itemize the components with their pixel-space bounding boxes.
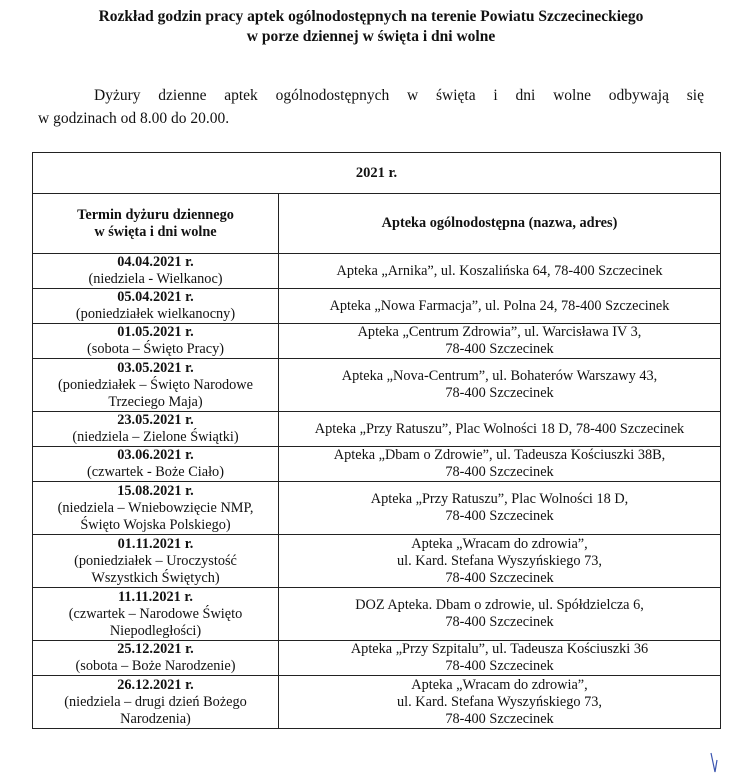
- pharmacy-address-line: Apteka „Przy Ratuszu”, Plac Wolności 18 D, 78-400 Szczecinek: [314, 420, 685, 437]
- duty-date-cell: [33, 289, 279, 324]
- table-row: [33, 535, 721, 588]
- pharmacy-cell: [279, 641, 721, 676]
- duty-date: 25.12.2021 r.: [117, 641, 194, 657]
- duty-date-cell: [33, 676, 279, 729]
- pharmacy-address-line: Apteka „Arnika”, ul. Koszalińska 64, 78-400 Szczecinek: [336, 262, 663, 279]
- table-row: [33, 324, 721, 359]
- duty-date: 15.08.2021 r.: [117, 482, 194, 499]
- table-row: [33, 588, 721, 641]
- duty-schedule-table: [32, 152, 721, 729]
- pharmacy-cell: [279, 535, 721, 588]
- pharmacy-address-line: Apteka „Centrum Zdrowia”, ul. Warcisława IV 3,: [357, 324, 642, 340]
- duty-date-cell: [33, 324, 279, 359]
- holiday-name: (poniedziałek – Uroczystość: [74, 552, 237, 569]
- holiday-name: (poniedziałek wielkanocny): [75, 306, 236, 322]
- title-line-1: Rozkład godzin pracy aptek ogólnodostępnych na terenie Powiatu Szczecineckiego: [98, 8, 644, 25]
- pharmacy-cell: [279, 412, 721, 447]
- pharmacy-address-line: ul. Kard. Stefana Wyszyńskiego 73,: [397, 693, 602, 710]
- duty-date-cell: [33, 482, 279, 535]
- pharmacy-address-line: DOZ Apteka. Dbam o zdrowie, ul. Spółdzielcza 6,: [355, 597, 644, 613]
- holiday-name: (niedziela – Zielone Świątki): [72, 429, 239, 445]
- schedule-rows: [33, 254, 721, 729]
- duty-date-cell: [33, 447, 279, 482]
- duty-date-cell: [33, 588, 279, 641]
- intro-paragraph: [38, 84, 704, 130]
- table-row: [33, 482, 721, 535]
- pharmacy-address-line: Apteka „Wracam do zdrowia”,: [411, 676, 588, 693]
- document-title: [0, 7, 742, 47]
- holiday-name: (niedziela – drugi dzień Bożego: [64, 693, 247, 710]
- pharmacy-column-header: Apteka ogólnodostępna (nazwa, adres): [279, 194, 721, 254]
- pen-mark: [710, 752, 718, 774]
- table-row: [33, 641, 721, 676]
- pharmacy-address-line: Apteka „Przy Szpitalu”, ul. Tadeusza Kościuszki 36: [350, 641, 649, 657]
- pharmacy-address-line: ul. Kard. Stefana Wyszyńskiego 73,: [397, 552, 602, 569]
- intro-line-2: w godzinach od 8.00 do 20.00.: [38, 110, 230, 127]
- pharmacy-address-line: 78-400 Szczecinek: [445, 464, 554, 480]
- holiday-name: Niepodległości): [109, 622, 202, 639]
- pharmacy-cell: [279, 324, 721, 359]
- pharmacy-address-line: Apteka „Nova-Centrum”, ul. Bohaterów Warszawy 43,: [341, 368, 658, 384]
- pharmacy-address-line: 78-400 Szczecinek: [445, 385, 554, 401]
- year-header: 2021 r.: [33, 153, 721, 194]
- pharmacy-cell: [279, 289, 721, 324]
- pharmacy-cell: [279, 359, 721, 412]
- date-header-line-2: w święta i dni wolne: [94, 223, 217, 240]
- duty-date: 23.05.2021 r.: [117, 412, 194, 428]
- duty-date: 01.05.2021 r.: [117, 324, 194, 340]
- pharmacy-address-line: 78-400 Szczecinek: [445, 614, 554, 630]
- pharmacy-address-line: Apteka „Przy Ratuszu”, Plac Wolności 18 D,: [370, 491, 629, 507]
- pharmacy-address-line: 78-400 Szczecinek: [445, 569, 554, 586]
- table-row: [33, 676, 721, 729]
- duty-date-cell: [33, 359, 279, 412]
- holiday-name: (niedziela - Wielkanoc): [88, 271, 223, 287]
- duty-date: 05.04.2021 r.: [117, 289, 194, 305]
- pharmacy-cell: [279, 676, 721, 729]
- pharmacy-address-line: Apteka „Wracam do zdrowia”,: [411, 535, 588, 552]
- pharmacy-address-line: Apteka „Dbam o Zdrowie”, ul. Tadeusza Kościuszki 38B,: [333, 447, 666, 463]
- duty-date: 26.12.2021 r.: [117, 676, 194, 693]
- holiday-name: (poniedziałek – Święto Narodowe: [58, 376, 253, 393]
- holiday-name: (niedziela – Wniebowzięcie NMP,: [57, 499, 254, 516]
- pharmacy-address-line: 78-400 Szczecinek: [445, 341, 554, 357]
- duty-date-cell: [33, 641, 279, 676]
- holiday-name: Święto Wojska Polskiego): [80, 516, 231, 533]
- pharmacy-address-line: 78-400 Szczecinek: [445, 658, 554, 674]
- pharmacy-address-line: Apteka „Nowa Farmacja”, ul. Polna 24, 78-400 Szczecinek: [329, 297, 670, 314]
- title-line-2: w porze dziennej w święta i dni wolne: [246, 28, 496, 45]
- date-column-header: [33, 194, 279, 254]
- table-row: [33, 412, 721, 447]
- duty-date: 03.05.2021 r.: [117, 359, 194, 376]
- table-row: [33, 254, 721, 289]
- date-header-line-1: Termin dyżuru dziennego: [77, 206, 234, 223]
- pharmacy-cell: [279, 588, 721, 641]
- holiday-name: (czwartek - Boże Ciało): [87, 464, 224, 480]
- duty-date-cell: [33, 254, 279, 289]
- duty-date-cell: [33, 412, 279, 447]
- duty-date: 01.11.2021 r.: [117, 535, 194, 552]
- pharmacy-cell: [279, 482, 721, 535]
- holiday-name: Trzeciego Maja): [108, 393, 203, 410]
- table-row: [33, 447, 721, 482]
- holiday-name: (sobota – Boże Narodzenie): [75, 658, 236, 674]
- table-row: [33, 359, 721, 412]
- holiday-name: Wszystkich Świętych): [91, 569, 220, 586]
- table-row: [33, 289, 721, 324]
- holiday-name: Narodzenia): [120, 710, 191, 727]
- pharmacy-address-line: 78-400 Szczecinek: [445, 508, 554, 524]
- intro-line-1: Dyżury dzienne aptek ogólnodostępnych w święta i dni wolne odbywają się: [94, 87, 704, 104]
- holiday-name: (czwartek – Narodowe Święto: [68, 605, 243, 622]
- pharmacy-cell: [279, 254, 721, 289]
- holiday-name: (sobota – Święto Pracy): [87, 341, 224, 357]
- pharmacy-cell: [279, 447, 721, 482]
- duty-date-cell: [33, 535, 279, 588]
- duty-date: 11.11.2021 r.: [118, 588, 193, 605]
- duty-date: 04.04.2021 r.: [117, 254, 194, 270]
- duty-date: 03.06.2021 r.: [117, 447, 194, 463]
- pharmacy-address-line: 78-400 Szczecinek: [445, 710, 554, 727]
